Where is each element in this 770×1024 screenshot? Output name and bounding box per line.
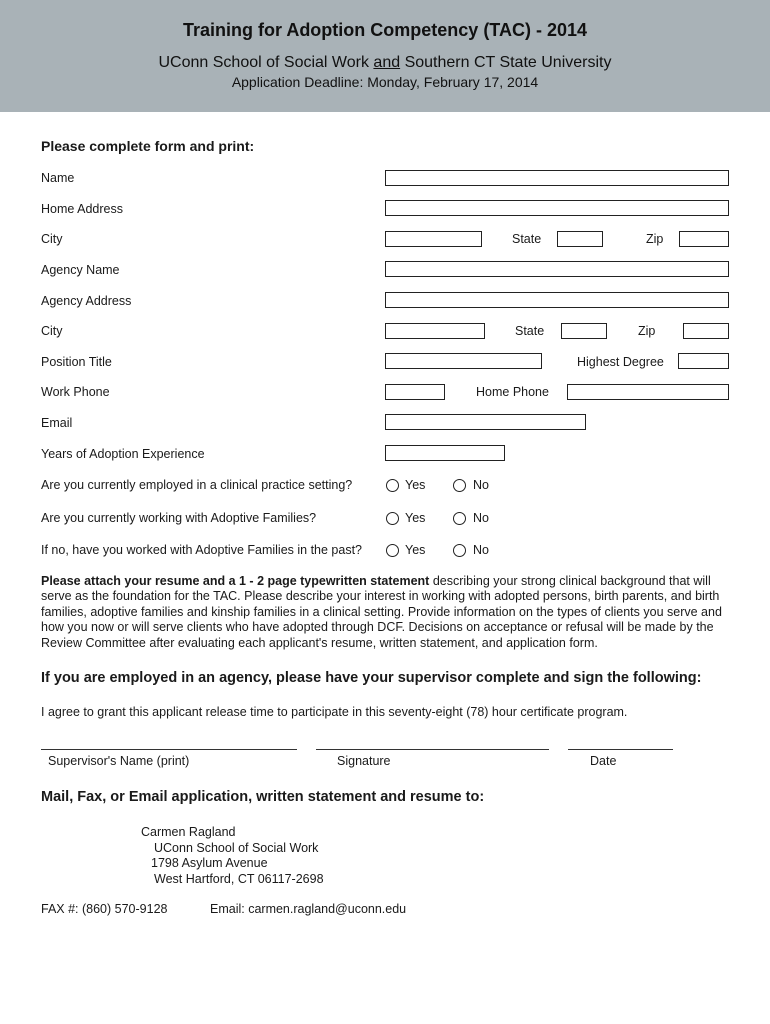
agency-state-field[interactable] xyxy=(561,323,607,339)
city-field[interactable] xyxy=(385,231,482,247)
name-field[interactable] xyxy=(385,170,729,186)
adoptive-past-no-radio[interactable] xyxy=(453,544,466,557)
home-phone-label: Home Phone xyxy=(476,385,549,399)
position-title-label: Position Title xyxy=(41,355,112,369)
city-label: City xyxy=(41,232,63,246)
question-adoptive-past-label: If no, have you worked with Adoptive Families in the past? xyxy=(41,543,363,557)
name-label: Name xyxy=(41,171,75,185)
home-address-label: Home Address xyxy=(41,202,123,216)
adoptive-current-yes-radio[interactable] xyxy=(386,512,399,525)
adoptive-past-yes-radio[interactable] xyxy=(386,544,399,557)
subtitle-part-1: UConn School of Social Work xyxy=(158,54,374,71)
state-field[interactable] xyxy=(557,231,603,247)
contact-name: Carmen Ragland xyxy=(141,825,236,839)
date-line[interactable] xyxy=(568,749,673,750)
clinical-yes-radio[interactable] xyxy=(386,479,399,492)
agency-city-field[interactable] xyxy=(385,323,485,339)
fax-number: FAX #: (860) 570-9128 xyxy=(41,902,168,916)
question-clinical-label: Are you currently employed in a clinical practice setting? xyxy=(41,478,353,492)
work-phone-label: Work Phone xyxy=(41,385,110,399)
adoptive-current-no-label: No xyxy=(473,511,489,525)
adoptive-past-yes-label: Yes xyxy=(405,543,426,557)
highest-degree-label: Highest Degree xyxy=(577,355,664,369)
agency-zip-label: Zip xyxy=(638,324,656,338)
statement-text: describing your strong clinical background that will serve as the foundation for the TAC. Please describe your interest in working with adopted persons, birth parents, and birth families, adoptive families and kinship families in a clinical setting. Provide information on the types of clients you serve and how you now or will serve clients who have adopted through DCF. Decisions on acceptance or refusal will be made by the Review Committee after evaluating each applicant's resume, written statement, and application form. xyxy=(41,574,722,650)
agency-zip-field[interactable] xyxy=(683,323,729,339)
adoptive-current-yes-label: Yes xyxy=(405,511,426,525)
supervisor-heading: If you are employed in an agency, please have your supervisor complete and sign the following: xyxy=(41,670,702,686)
statement-paragraph xyxy=(41,574,731,651)
form-heading: Please complete form and print: xyxy=(41,138,255,154)
years-experience-field[interactable] xyxy=(385,445,505,461)
zip-label: Zip xyxy=(646,232,664,246)
agency-address-label: Agency Address xyxy=(41,294,132,308)
contact-org: UConn School of Social Work xyxy=(154,841,319,855)
email-field[interactable] xyxy=(385,414,586,430)
mail-heading: Mail, Fax, or Email application, written statement and resume to: xyxy=(41,789,485,805)
page-subtitle xyxy=(0,54,770,72)
years-experience-label: Years of Adoption Experience xyxy=(41,447,205,461)
adoptive-current-no-radio[interactable] xyxy=(453,512,466,525)
question-adoptive-current-label: Are you currently working with Adoptive Families? xyxy=(41,511,317,525)
home-phone-field[interactable] xyxy=(567,384,729,400)
agency-name-field[interactable] xyxy=(385,261,729,277)
contact-email[interactable]: Email: carmen.ragland@uconn.edu xyxy=(210,902,407,916)
agency-state-label: State xyxy=(515,324,545,338)
clinical-no-label: No xyxy=(473,478,489,492)
zip-field[interactable] xyxy=(679,231,729,247)
subtitle-part-2: Southern CT State University xyxy=(400,54,612,71)
clinical-no-radio[interactable] xyxy=(453,479,466,492)
agency-address-field[interactable] xyxy=(385,292,729,308)
statement-bold: Please attach your resume and a 1 - 2 page typewritten statement xyxy=(41,574,430,588)
subtitle-and: and xyxy=(373,54,401,71)
page-title: Training for Adoption Competency (TAC) - 2014 xyxy=(182,20,587,40)
adoptive-past-no-label: No xyxy=(473,543,489,557)
email-label: Email xyxy=(41,416,73,430)
contact-city: West Hartford, CT 06117-2698 xyxy=(154,872,324,886)
work-phone-field[interactable] xyxy=(385,384,445,400)
state-label: State xyxy=(512,232,542,246)
highest-degree-field[interactable] xyxy=(678,353,729,369)
date-caption: Date xyxy=(590,754,617,768)
position-title-field[interactable] xyxy=(385,353,542,369)
signature-line[interactable] xyxy=(316,749,549,750)
application-deadline: Application Deadline: Monday, February 17, 2014 xyxy=(231,74,539,90)
contact-street: 1798 Asylum Avenue xyxy=(151,856,268,870)
header-banner xyxy=(0,0,770,112)
home-address-field[interactable] xyxy=(385,200,729,216)
clinical-yes-label: Yes xyxy=(405,478,426,492)
agency-city-label: City xyxy=(41,324,63,338)
signature-caption: Signature xyxy=(337,754,391,768)
supervisor-name-line[interactable] xyxy=(41,749,297,750)
agency-name-label: Agency Name xyxy=(41,263,120,277)
supervisor-agreement: I agree to grant this applicant release time to participate in this seventy-eight (78) hour certificate program. xyxy=(41,705,628,719)
supervisor-name-caption: Supervisor's Name (print) xyxy=(48,754,190,768)
